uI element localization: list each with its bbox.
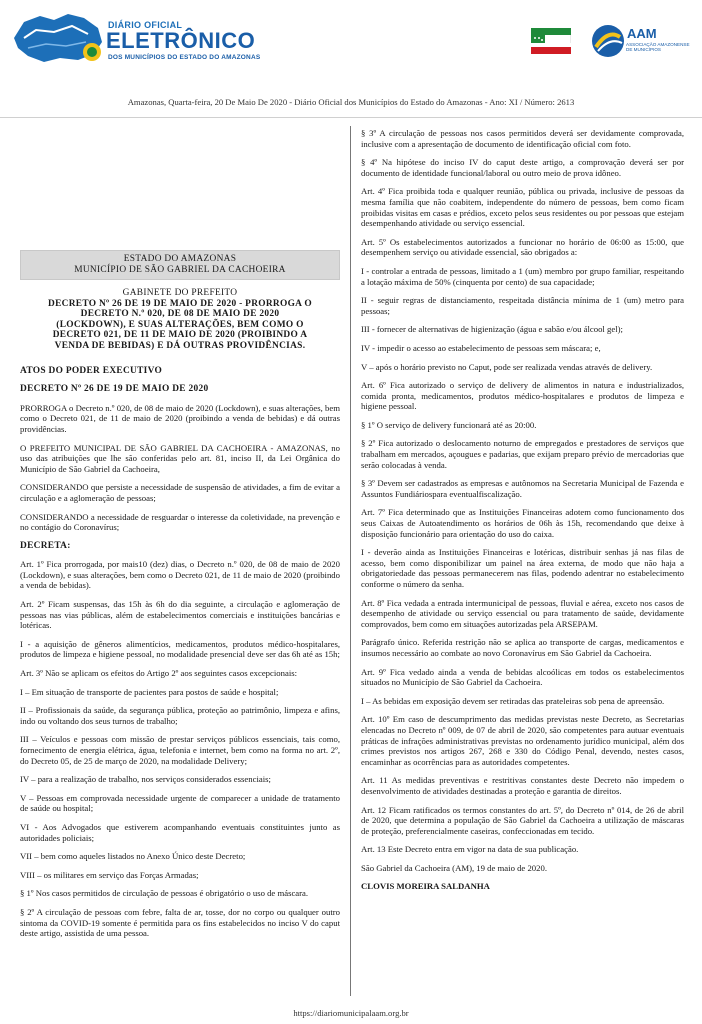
amazonas-map-icon bbox=[10, 8, 106, 66]
articles-left bbox=[20, 559, 340, 938]
paragraph: Art. 6º Fica autorizado o serviço de delivery de alimentos in natura e industrializados, comida pronta, medicamentos, produtos médico-hospitalares e produtos de limpeza e higiene pessoal. bbox=[361, 380, 684, 412]
paragraph: VII – bem como aqueles listados no Anexo Único deste Decreto; bbox=[20, 851, 246, 862]
paragraph: Art. 11 As medidas preventivas e restritivas constantes deste Decreto não impedem o desenvolvimento de atividades destinadas a proteção e garantia de direitos. bbox=[361, 775, 684, 796]
paragraph: III - fornecer de alternativas de higienização (água e sabão e/ou álcool gel); bbox=[361, 324, 623, 335]
state-line: ESTADO DO AMAZONAS bbox=[123, 254, 237, 264]
left-column bbox=[20, 250, 340, 947]
column-divider bbox=[350, 126, 351, 996]
paragraph: Art. 9º Fica vedado ainda a venda de bebidas alcoólicas em todos os estabelecimentos situados no Município de São Gabriel da Cachoeira. bbox=[361, 666, 684, 688]
gab-line: (LOCKDOWN), E SUAS ALTERAÇÕES, BEM COMO O bbox=[56, 319, 304, 330]
amazonas-flag-icon bbox=[531, 28, 571, 54]
paragraph: Art. 10º Em caso de descumprimento das medidas previstas neste Decreto, as Secretarias elencadas no Decreto nº 009, de 07 de abril de 2020, são competentes para autuar eventuais práticas de infrações administrativas previstas no ordenamento jurídico municipal, além dos crimes previstos nos artigos 267, 268 e 330 do Código Penal, devendo, nestes casos, encaminhar as ocorrências para as autoridades competentes. bbox=[361, 714, 684, 767]
masthead bbox=[0, 0, 702, 72]
right-column bbox=[361, 128, 684, 900]
aam-name: AAM bbox=[627, 26, 657, 41]
paragraph: Art. 8º Fica vedada a entrada intermunicipal de pessoas, fluvial e aérea, exceto nos casos de desempenho de atividade ou serviço essencial ou para tratamento de saúde, devidamente comprovados, bem como em situações autorizadas pela ARSEPAM. bbox=[361, 597, 684, 629]
paragraph: § 2º Fica autorizado o deslocamento noturno de empregados e prestadores de serviços que trabalham em mercados, açougues e padarias, que exijam preparo prévio de mercadorias que serão colocadas à venda. bbox=[361, 438, 684, 470]
aam-emblem-icon bbox=[590, 23, 626, 59]
signature: CLOVIS MOREIRA SALDANHA bbox=[361, 881, 490, 892]
gab-line: DECRETO 021, DE 11 DE MAIO DE 2020 (PROIBINDO A bbox=[52, 330, 308, 341]
paragraph: § 1º Nos casos permitidos de circulação de pessoas é obrigatório o uso de máscara. bbox=[20, 888, 309, 899]
paragraph: Art. 4º Fica proibida toda e qualquer reunião, pública ou privada, inclusive de pessoas da mesma família que não coabitem, independente do número de pessoas, bem como ficam proibidas visitas em casas e prédios, exceto pelos seus residentes ou por pessoas que estejam desempenhando atividade ou serviço essencial. bbox=[361, 186, 684, 229]
paragraph: VIII – os militares em serviço das Forças Armadas; bbox=[20, 869, 199, 880]
gab-line: DECRETO N.º 020, DE 08 DE MAIO DE 2020 bbox=[80, 309, 280, 320]
paragraph: O PREFEITO MUNICIPAL DE SÃO GABRIEL DA CACHOEIRA - AMAZONAS, no uso das atribuições que lhe são conferidas pelo art. 81, inciso II, da Lei Orgânica do Município de São Gabriel da Cachoeira, bbox=[20, 442, 340, 474]
header-divider bbox=[0, 117, 702, 118]
paragraph: II – Profissionais da saúde, da segurança pública, proteção ao patrimônio, limpeza e afins, indo ou voltando dos seus turnos de trabalho; bbox=[20, 705, 340, 726]
paragraph: CONSIDERANDO que persiste a necessidade de suspensão de atividades, a fim de evitar a circulação e a aglomeração de pessoas; bbox=[20, 482, 340, 503]
paragraph: II - seguir regras de distanciamento, respeitada distância mínima de 1 (um) metro para pessoas; bbox=[361, 295, 684, 316]
paragraph: I - controlar a entrada de pessoas, limitado a 1 (um) membro por grupo familiar, respeitando a lotação máxima de 50% (cinquenta por cento) de sua capacidade; bbox=[361, 265, 684, 287]
aam-subtitle: ASSOCIAÇÃO AMAZONENSE DE MUNICÍPIOS bbox=[626, 42, 690, 53]
issue-line: Amazonas, Quarta-feira, 20 De Maio De 2020 - Diário Oficial dos Municípios do Estado do Amazonas - Ano: XI / Número: 2613 bbox=[127, 97, 575, 107]
paragraph: Art. 12 Ficam ratificados os termos constantes do art. 5º, do Decreto nº 014, de 26 de abril de 2020, que determina a população de São Gabriel da Cachoeira a utilização de máscaras de proteção, preferencialmente caseiras, confeccionadas em tecido. bbox=[361, 804, 684, 836]
paragraph: IV – para a realização de trabalho, nos serviços considerados essenciais; bbox=[20, 774, 271, 785]
municipality-line: MUNICÍPIO DE SÃO GABRIEL DA CACHOEIRA bbox=[74, 265, 286, 275]
paragraph: § 2º A circulação de pessoas com febre, falta de ar, tosse, dor no corpo ou qualquer outro sintoma da COVID-19 somente é permitida para os fins estabelecidos no inciso V do caput deste artigo, assistida de uma pessoa. bbox=[20, 906, 340, 939]
gab-line: VENDA DE BEBIDAS) E DÁ OUTRAS PROVIDÊNCIAS. bbox=[54, 340, 306, 351]
paragraph: VI - Aos Advogados que estiverem acompanhando eventuais constituintes junto as autoridades policiais; bbox=[20, 821, 340, 843]
paragraph: CONSIDERANDO a necessidade de resguardar o interesse da coletividade, na prevenção e no contágio do Coronavírus; bbox=[20, 511, 340, 533]
paragraph: Art. 13 Este Decreto entra em vigor na data de sua publicação. bbox=[361, 844, 579, 855]
diario-oficial-logo bbox=[10, 8, 300, 66]
paragraph: § 4º Na hipótese do inciso IV do caput deste artigo, a comprovação deverá ser por documento de identidade funcional/laboral ou outro meio de prova idôneo. bbox=[361, 157, 684, 178]
paragraph: Art. 2º Ficam suspensas, das 15h às 6h do dia seguinte, a circulação e aglomeração de pessoas nas vias públicas, além de estabelecimentos comerciais e instituições bancárias e lotéricas. bbox=[20, 599, 340, 631]
paragraph: Art. 7º Fica determinado que as Instituições Financeiras adotem como funcionamento dos seus Caixas de Autoatendimento os horários de 06h às 15h, recomendando que deixe à disposição funcionário para orientação do uso do caixa. bbox=[361, 507, 684, 539]
decree-title: DECRETO Nº 26 DE 19 DE MAIO DE 2020 bbox=[20, 384, 209, 395]
paragraph: Art. 3º Não se aplicam os efeitos do Artigo 2º aos seguintes casos excepcionais: bbox=[20, 668, 298, 679]
paragraph: São Gabriel da Cachoeira (AM), 19 de maio de 2020. bbox=[361, 862, 548, 873]
gab-line: DECRETO Nº 26 DE 19 DE MAIO DE 2020 - PRORROGA O bbox=[48, 298, 312, 309]
paragraph: I - deverão ainda as Instituições Financeiras e lotéricas, distribuir senhas já nas filas de acesso, bem como disponibilizar um painel na área externa, de modo que não haja a obrigatoriedade das pessoas permanecerem nas filas, podendo adentrar no estabelecimento conforme o número da senha. bbox=[361, 547, 684, 589]
preamble-paragraphs bbox=[20, 403, 340, 533]
decree-heading bbox=[20, 288, 340, 352]
aam-logo bbox=[590, 20, 694, 62]
paragraph: III – Veículos e pessoas com missão de prestar serviços públicos essenciais, tais como, fornecimento de energia elétrica, água, telefonia e internet, bem como na forma no art. 2º, do Decreto 05, de 25 de março de 2020, na modalidade Delivery; bbox=[20, 734, 340, 766]
paragraph: Art. 1º Fica prorrogada, por mais10 (dez) dias, o Decreto n.º 020, de 08 de maio de 2020 (Lockdown), e suas alterações, bem como o Decreto 021, de 11 de maio de 2020 (proibindo a venda de bebidas). bbox=[20, 559, 340, 591]
paragraph: PRORROGA o Decreto n.º 020, de 08 de maio de 2020 (Lockdown), e suas alterações, bem como o Decreto 021, de 11 de maio de 2020 (proibindo a venda de bebidas) e dá outras providências. bbox=[20, 402, 340, 434]
state-box bbox=[20, 250, 340, 280]
logo-main-text: ELETRÔNICO bbox=[106, 28, 256, 53]
logo-top-text: DIÁRIO OFICIAL bbox=[108, 20, 183, 30]
paragraph: I - a aquisição de gêneros alimentícios, medicamentos, produtos médico-hospitalares, produtos de limpeza e higiene pessoal, no modalidade presencial deve ser das 6h até as 15h; bbox=[20, 638, 340, 660]
paragraph: Parágrafo único. Referida restrição não se aplica ao transporte de cargas, medicamentos e insumos necessário ao combate ao novo Coronavírus em São Gabriel da Cachoeira. bbox=[361, 637, 684, 658]
paragraph: V – Pessoas em comprovada necessidade urgente de comparecer a unidade de tratamento de saúde ou hospital; bbox=[20, 792, 340, 814]
decreta-heading: DECRETA: bbox=[20, 540, 71, 551]
logo-sub-text: DOS MUNICÍPIOS DO ESTADO DO AMAZONAS bbox=[108, 54, 261, 61]
gab-line: GABINETE DO PREFEITO bbox=[122, 288, 238, 298]
paragraph: § 3º A circulação de pessoas nos casos permitidos deverá ser devidamente comprovada, inclusive com a apresentação de documento de identificação oficial com foto. bbox=[361, 128, 684, 149]
paragraph: I – Em situação de transporte de pacientes para postos de saúde e hospital; bbox=[20, 686, 279, 697]
paragraph: § 3º Devem ser cadastrados as empresas e autônomos na Secretaria Municipal de Fazenda e Assuntos Fundiáriospara eventualfiscalização. bbox=[361, 478, 684, 499]
footer-url-link[interactable]: https://diariomunicipalaam.org.br bbox=[293, 1008, 409, 1018]
paragraph: Art. 5º Os estabelecimentos autorizados a funcionar no horário de 06:00 as 15:00, que desempenhem serviço ou atividade essencial, são obrigados a: bbox=[361, 236, 684, 258]
atos-heading: ATOS DO PODER EXECUTIVO bbox=[20, 365, 163, 376]
paragraph: § 1º O serviço de delivery funcionará até as 20:00. bbox=[361, 419, 537, 430]
paragraph: IV - impedir o acesso ao estabelecimento de pessoas sem máscara; e, bbox=[361, 342, 601, 353]
paragraph: V – após o horário previsto no Caput, pode ser realizada vendas através de delivery. bbox=[361, 361, 653, 372]
paragraph: I – As bebidas em exposição devem ser retiradas das prateleiras sob pena de apreensão. bbox=[361, 695, 665, 706]
